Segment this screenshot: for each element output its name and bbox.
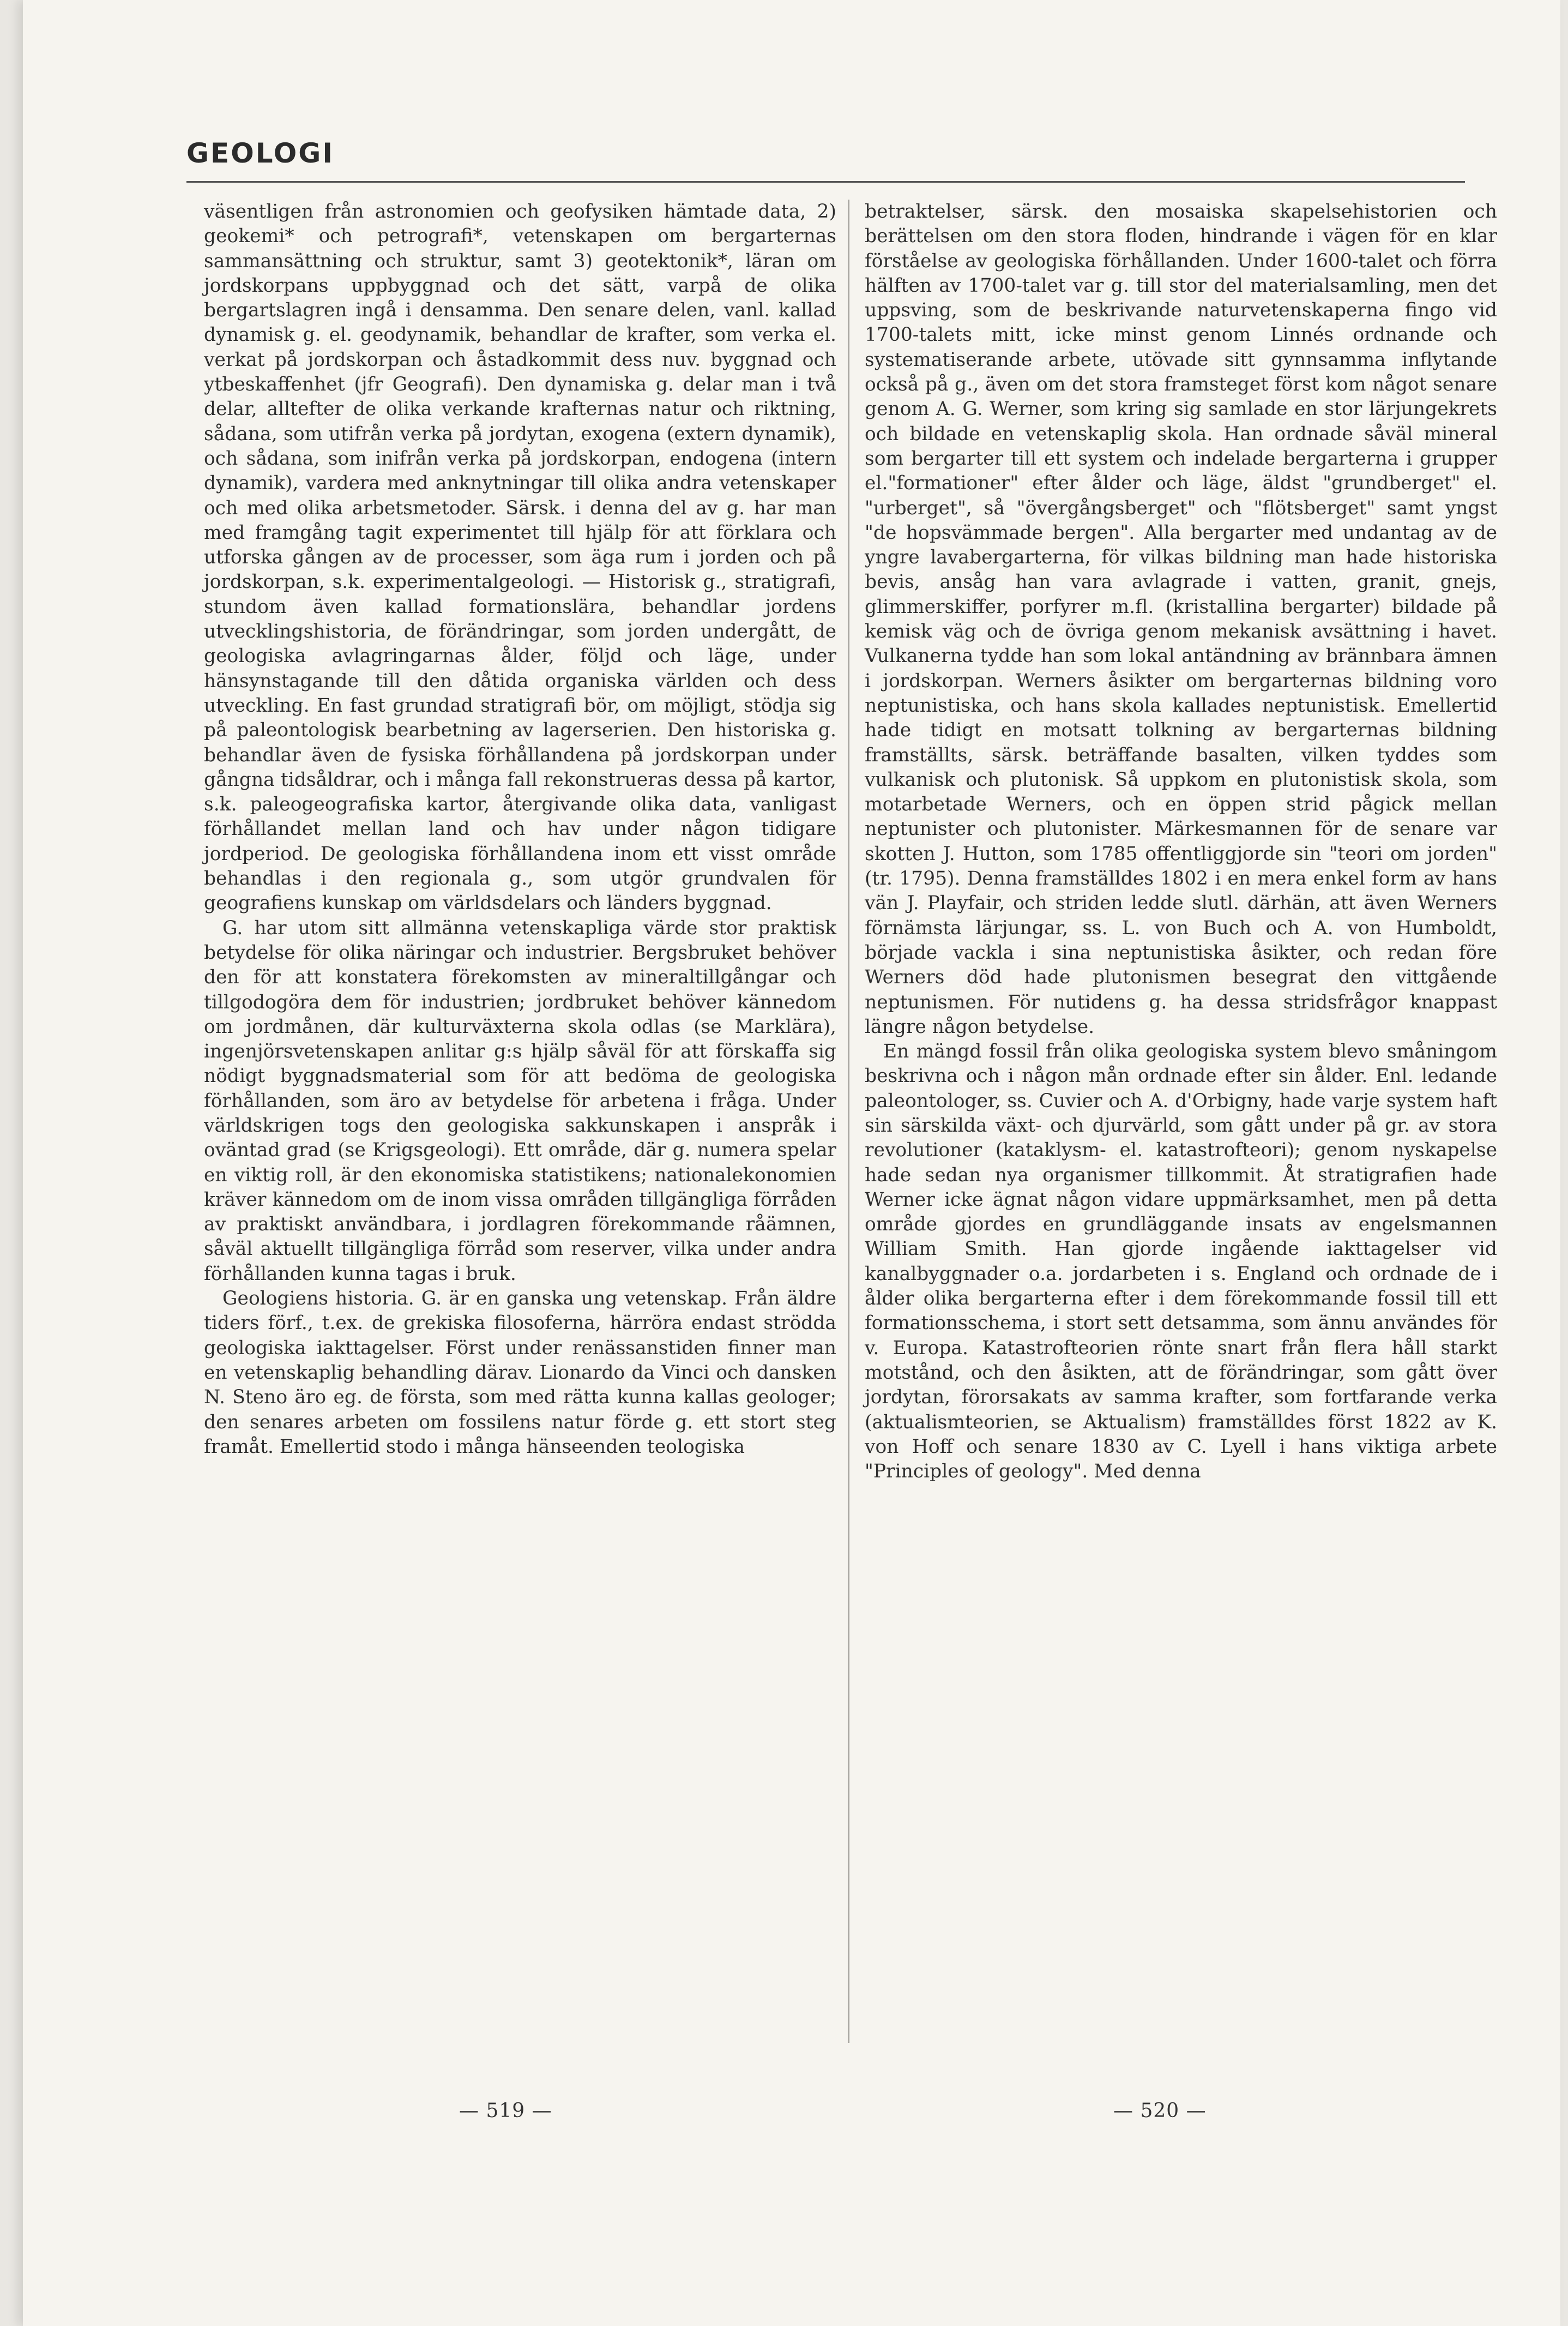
left-column bbox=[204, 200, 836, 1459]
left-paragraph-3: Geologiens historia. G. är en ganska ung vetenskap. Från äldre tiders förf., t.ex. de grekiska filosoferna, härröra endast strödda geologiska iakttagelser. Först under renässanstiden finner man en vetenskaplig behandling därav. Lionardo da Vinci och dansken N. Steno äro eg. de första, som med rätta kunna kallas geologer; den senares arbeten om fossilens natur förde g. ett stort steg framåt. Emellertid stodo i många hänseenden teologiska bbox=[204, 1288, 836, 1458]
page-number-right: — 520 — bbox=[1113, 2100, 1207, 2122]
book-page-spread bbox=[23, 0, 1560, 2326]
left-paragraph-1: väsentligen från astronomien och geofysiken hämtade data, 2) geokemi* och petrografi*, vetenskapen om bergarternas sammansättning och struktur, samt 3) geotektonik*, läran om jordskorpans uppbyggnad och det sätt, varpå de olika bergartslagren ingå i densamma. Den senare delen, vanl. kallad dynamisk g. el. geodynamik, behandlar de krafter, som verka el. verkat på jordskorpan och åstadkommit dess nuv. byggnad och ytbeskaffenhet (jfr Geografi). Den dynamiska g. delar man i två delar, alltefter de olika verkande krafternas natur och riktning, sådana, som utifrån verka på jordytan, exogena (extern dynamik), och sådana, som inifrån verka på jordskorpan, endogena (intern dynamik), vardera med anknytningar till olika andra vetenskaper och med olika arbetsmetoder. Särsk. i denna del av g. har man med framgång tagit experimentet till hjälp för att förklara och utforska gången av de processer, som äga rum i jorden och på jordskorpan, s.k. experimentalgeologi. — Historisk g., stratigrafi, stundom även kallad formationslära, behandlar jordens utvecklingshistoria, de förändringar, som jorden undergått, de geologiska avlagringarnas ålder, följd och läge, under hänsynstagande till den dåtida organiska världen och dess utveckling. En fast grundad stratigrafi bör, om möjligt, stödja sig på paleontologisk bearbetning av lagerserien. Den historiska g. behandlar även de fysiska förhållandena på jordskorpan under gångna tidsåldrar, och i många fall rekonstrueras dessa på kartor, s.k. paleogeografiska kartor, återgivande olika data, vanligast förhållandet mellan land och hav under någon tidigare jordperiod. De geologiska förhållandena inom ett visst område behandlas i den regionala g., som utgör grundvalen för geografiens kunskap om världsdelars och länders byggnad. bbox=[204, 201, 836, 915]
right-paragraph-2: En mängd fossil från olika geologiska system blevo småningom beskrivna och i någon mån ordnade efter sin ålder. Enl. ledande paleontologer, ss. Cuvier och A. d'Orbigny, hade varje system haft sin särskilda växt- och djurvärld, som gått under på gr. av stora revolutioner (kataklysm- el. katastrofteori); genom nyskapelse hade sedan nya organismer tillkommit. Åt stratigrafien hade Werner icke ägnat någon vidare uppmärksamhet, men på detta område gjordes en grundläggande insats av engelsmannen William Smith. Han gjorde ingående iakttagelser vid kanalbyggnader o.a. jordarbeten i s. England och ordnade de i ålder olika bergarterna efter i dem förekommande fossil till ett formationsschema, i stort sett detsamma, som ännu användes för v. Europa. Katastrofteorien rönte snart från flera håll starkt motstånd, och den åsikten, att de förändringar, som gått över jordytan, förorsakats av samma krafter, som fortfarande verka (aktualismteorien, se Aktualism) framställdes först 1822 av K. von Hoff och senare 1830 av C. Lyell i hans viktiga arbete "Principles of geology". Med denna bbox=[865, 1041, 1497, 1483]
left-paragraph-2: G. har utom sitt allmänna vetenskapliga värde stor praktisk betydelse för olika näringar och industrier. Bergsbruket behöver den för att konstatera förekomsten av mineraltillgångar och tillgodogöra dem för industrien; jordbruket behöver kännedom om jordmånen, där kulturväxterna skola odlas (se Marklära), ingenjörsvetenskapen anlitar g:s hjälp såväl för att förskaffa sig nödigt byggnadsmaterial som för att bedöma de geologiska förhållanden, som äro av betydelse för arbetena i fråga. Under världskrigen togs den geologiska sakkunskapen i anspråk i oväntad grad (se Krigsgeologi). Ett område, där g. numera spelar en viktig roll, är den ekonomiska statistikens; nationalekonomien kräver kännedom om de inom vissa områden tillgängliga förråden av praktiskt användbara, i jordlagren förekommande råämnen, såväl aktuellt tillgängliga förråd som reserver, vilka under andra förhållanden kunna tagas i bruk. bbox=[204, 917, 836, 1285]
header-rule bbox=[186, 181, 1465, 183]
column-divider bbox=[848, 200, 849, 2043]
right-paragraph-1: betraktelser, särsk. den mosaiska skapelsehistorien och berättelsen om den stora floden, hindrande i vägen för en klar förståelse av geologiska förhållanden. Under 1600-talet och förra hälften av 1700-talet var g. till stor del materialsamling, men det uppsving, som de beskrivande naturvetenskaperna fingo vid 1700-talets mitt, icke minst genom Linnés ordnande och systematiserande arbete, utövade sitt gynnsamma inflytande också på g., även om det stora framsteget först kom något senare genom A. G. Werner, som kring sig samlade en stor lärjungekrets och bildade en vetenskaplig skola. Han ordnade såväl mineral som bergarter till ett system och indelade bergarterna i grupper el."formationer" efter ålder och läge, äldst "grundberget" el. "urberget", så "övergångsberget" och "flötsberget" samt yngst "de hopsvämmade bergen". Alla bergarter med undantag av de yngre lavabergarterna, för vilkas bildning man hade historiska bevis, ansåg han vara avlagrade i vatten, granit, gnejs, glimmerskiffer, porfyrer m.fl. (kristallina bergarter) bildade på kemisk väg och de övriga genom mekanisk avsättning i havet. Vulkanerna tydde han som lokal antändning av brännbara ämnen i jordskorpan. Werners åsikter om bergarternas bildning voro neptunistiska, och hans skola kallades neptunistisk. Emellertid hade tidigt en motsatt tolkning av bergarternas bildning framställts, särsk. beträffande basalten, vilken tyddes som vulkanisk och plutonisk. Så uppkom en plutonistisk skola, som motarbetade Werners, och en öppen strid pågick mellan neptunister och plutonister. Märkesmannen för de senare var skotten J. Hutton, som 1785 offentliggjorde sin "teori om jorden" (tr. 1795). Denna framställdes 1802 i en mera enkel form av hans vän J. Playfair, och striden ledde slutl. därhän, att även Werners förnämsta lärjungar, ss. L. von Buch och A. von Humboldt, började vackla i sina neptunistiska åsikter, och redan före Werners död hade plutonismen besegrat den vittgående neptunismen. För nutidens g. ha dessa stridsfrågor knappast längre någon betydelse. bbox=[865, 201, 1497, 1038]
page-number-left: — 519 — bbox=[459, 2100, 552, 2122]
right-column bbox=[865, 200, 1497, 1484]
running-header-title: GEOLOGI bbox=[186, 137, 334, 169]
